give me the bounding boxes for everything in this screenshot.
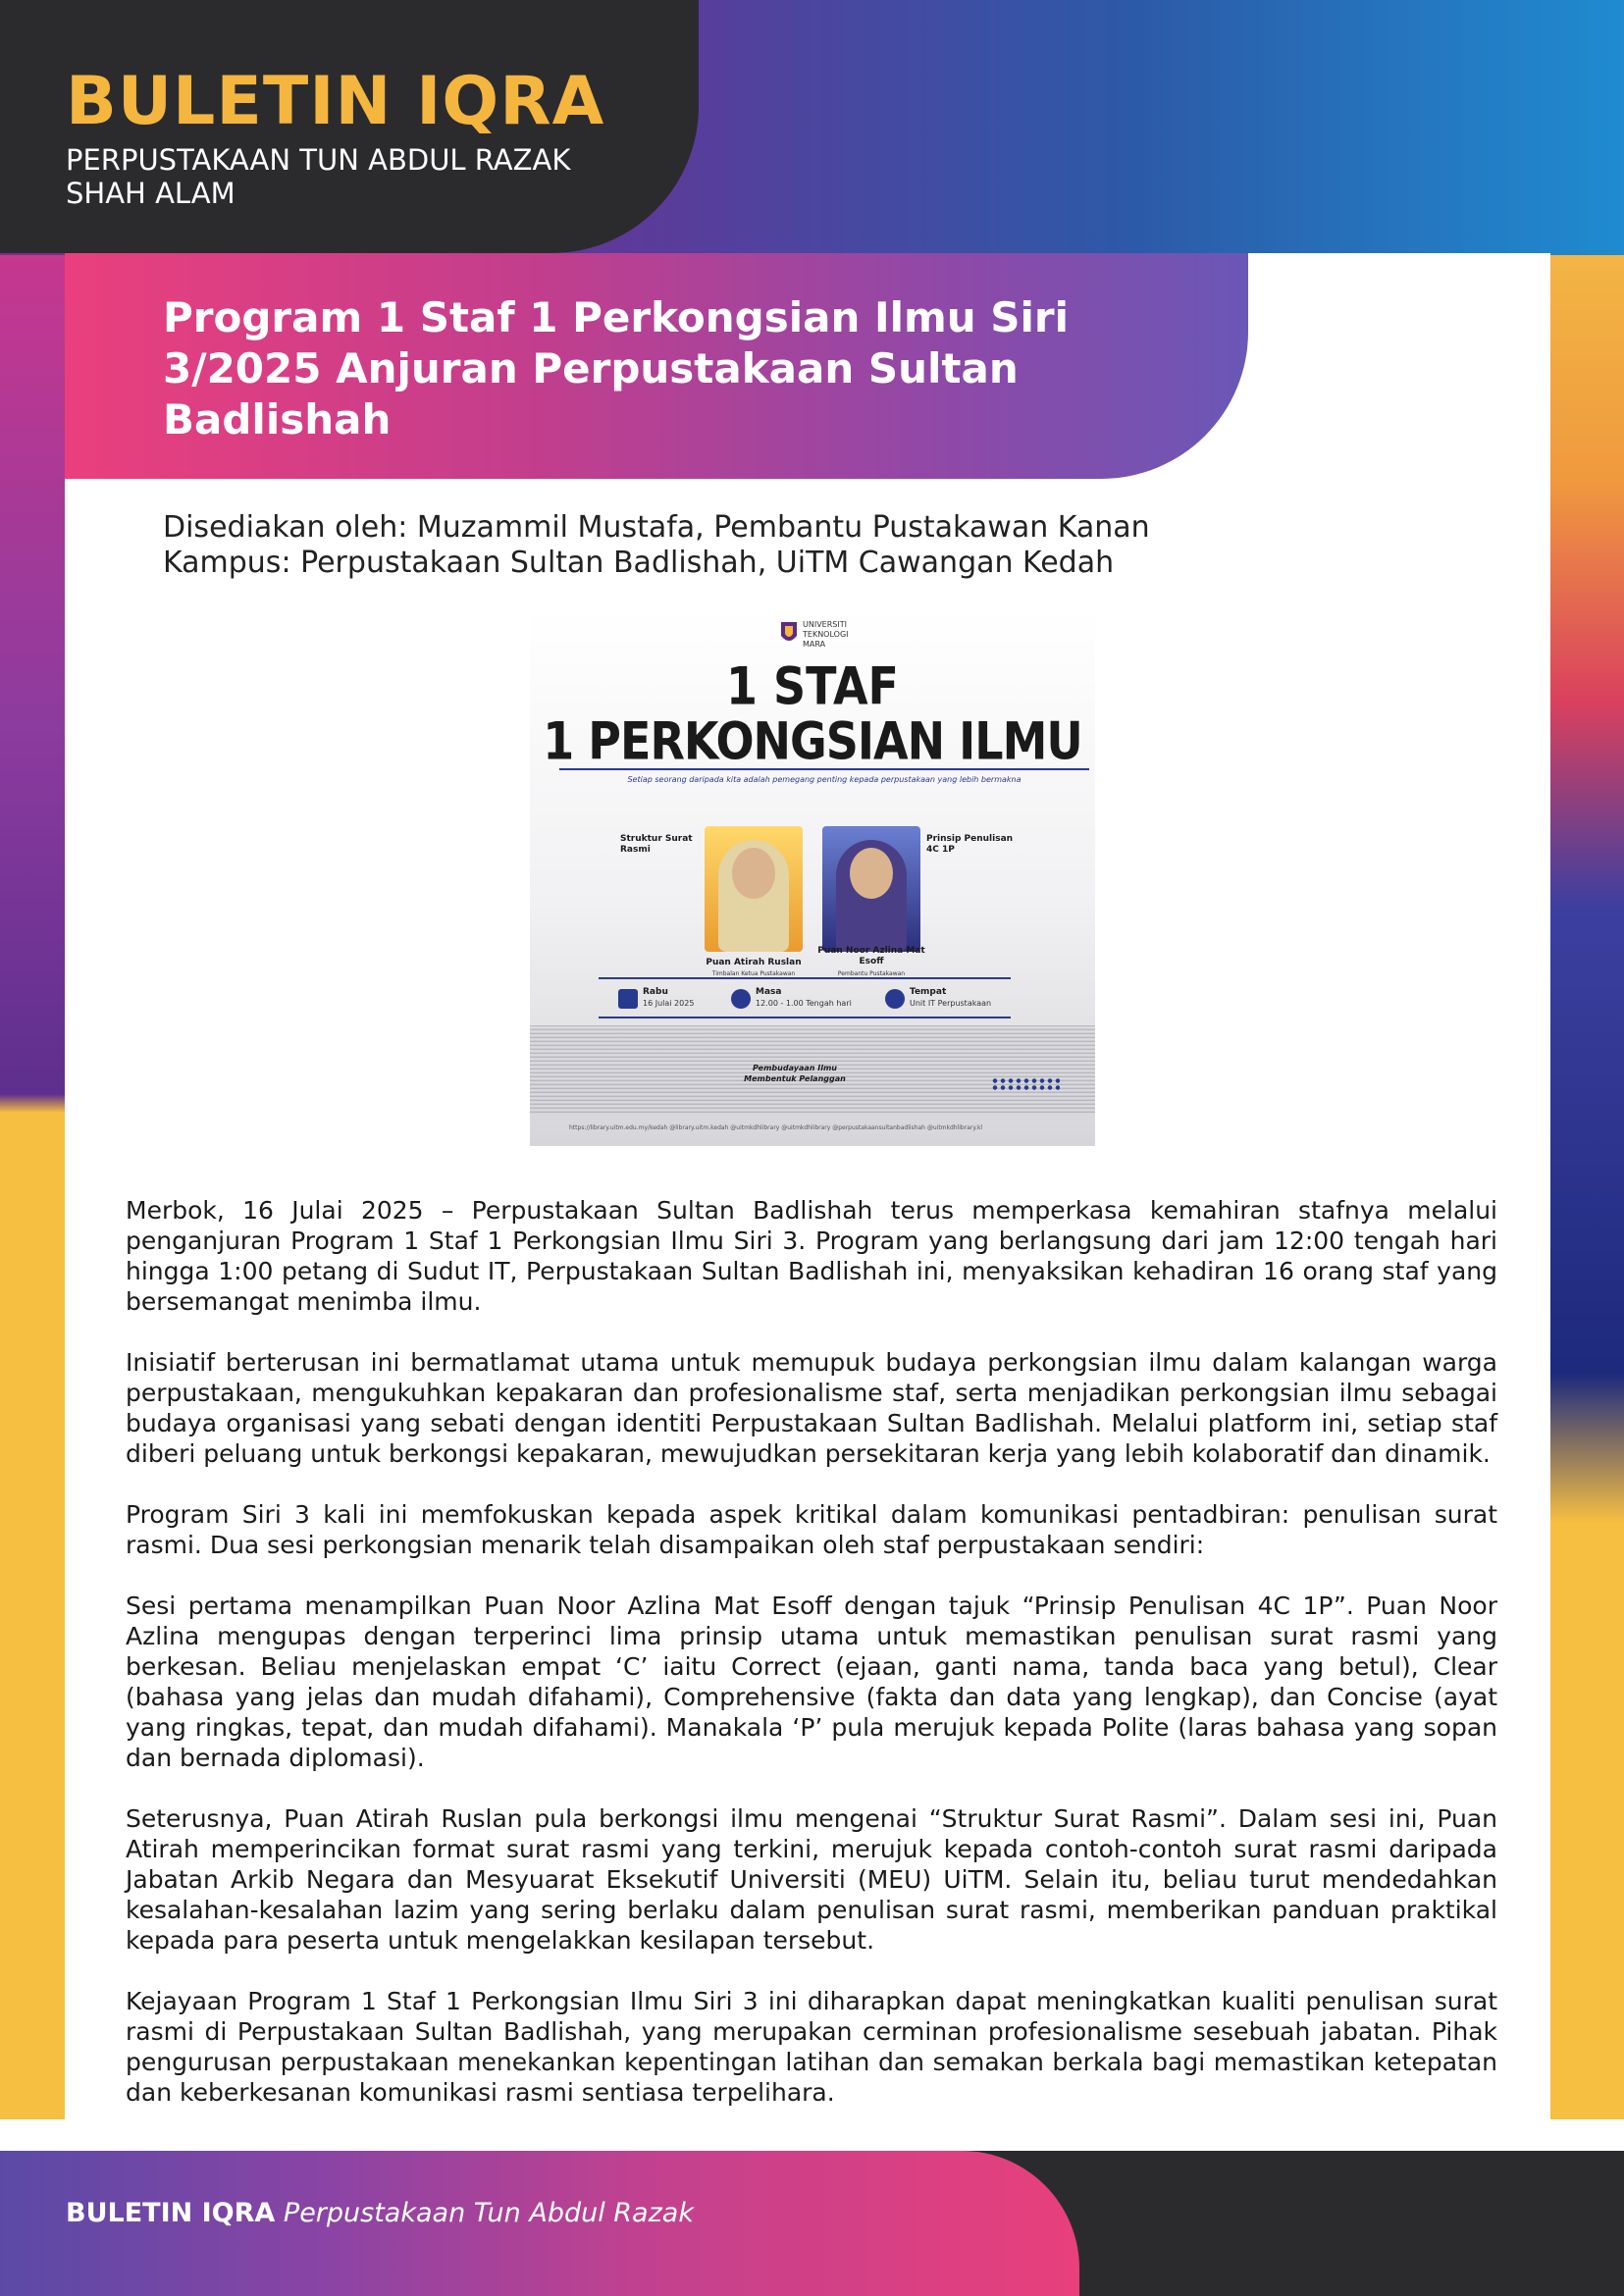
location-icon <box>885 989 905 1009</box>
article-paragraph: Merbok, 16 Julai 2025 – Perpustakaan Sultan Badlishah terus memperkasa kemahiran stafnya melalui penganjuran Program 1 Staf 1 Perkongsian Ilmu Siri 3. Program yang berlangsung dari jam 12:00 tengah hari hingga 1:00 petang di Sudut IT, Perpustakaan Sultan Badlishah ini, menyaksikan kehadiran 16 orang staf yang bersemangat menimba ilmu. <box>126 1196 1497 1316</box>
right-decor-band <box>1545 255 1624 2119</box>
poster-dot-pattern <box>991 1077 1060 1091</box>
speaker-right-role: Pembantu Pustakawan <box>837 970 906 977</box>
article-paragraph: Seterusnya, Puan Atirah Ruslan pula berkongsi ilmu mengenai “Struktur Surat Rasmi”. Dalam sesi ini, Puan Atirah memperincikan format surat rasmi yang terkini, merujuk kepada contoh-contoh surat rasmi daripada Jabatan Arkib Negara dan Mesyuarat Eksekutif Universiti (MEU) UiTM. Selain itu, beliau turut mendedahkan kesalahan-kesalahan lazim yang sering berlaku dalam penulisan surat rasmi, memberikan panduan praktikal kepada para peserta untuk mengelakkan kesilapan tersebut. <box>126 1804 1497 1955</box>
article-paragraph: Inisiatif berterusan ini bermatlamat utama untuk memupuk budaya perkongsian ilmu dalam kalangan warga perpustakaan, mengukuhkan kepakaran dan profesionalisme staf, serta menjadikan perkongsian ilmu sebagai budaya organisasi yang sebati dengan identiti Perpustakaan Sultan Badlishah. Melalui platform ini, setiap staf diberi peluang untuk berkongsi kepakaran, mewujudkan persekitaran kerja yang lebih kolaboratif dan dinamik. <box>126 1348 1497 1468</box>
speaker-left-role: Timbalan Ketua Pustakawan <box>711 970 796 977</box>
event-poster <box>530 608 1095 1146</box>
footer <box>66 2198 694 2228</box>
poster-time-label: Masa <box>756 987 782 997</box>
poster-date: 16 Julai 2025 <box>643 999 695 1008</box>
masthead-subtitle: PERPUSTAKAAN TUN ABDUL RAZAK SHAH ALAM <box>66 143 571 210</box>
poster-title-line-2: 1 PERKONGSIAN ILMU <box>543 709 1082 772</box>
speaker-photo-left <box>705 826 803 952</box>
poster-tagline-rule <box>559 768 1089 774</box>
footer-brand: BULETIN IQRA <box>66 2198 276 2228</box>
poster-time: 12.00 - 1.00 Tengah hari <box>756 999 852 1008</box>
poster-topic-left: Struktur Surat Rasmi <box>620 834 693 855</box>
clock-icon <box>731 989 751 1009</box>
masthead-title: BULETIN IQRA <box>66 63 605 140</box>
byline-author: Disediakan oleh: Muzammil Mustafa, Pembantu Pustakawan Kanan <box>163 510 1150 545</box>
poster-place-label: Tempat <box>910 987 947 997</box>
speaker-right-name: Puan Noor Azlina Mat Esoff <box>817 946 925 966</box>
poster-place: Unit IT Perpustakaan <box>910 999 992 1008</box>
calendar-icon <box>618 989 638 1009</box>
poster-day-label: Rabu <box>643 987 668 997</box>
article-paragraph: Sesi pertama menampilkan Puan Noor Azlina Mat Esoff dengan tajuk “Prinsip Penulisan 4C 1P”. Puan Noor Azlina mengupas dengan terperinci lima prinsip utama untuk memastikan penulisan surat rasmi yang berkesan. Beliau menjelaskan empat ‘C’ iaitu Correct (ejaan, ganti nama, tanda baca yang betul), Clear (bahasa yang jelas dan mudah difahami), Comprehensive (fakta dan data yang lengkap), dan Concise (ayat yang ringkas, tepat, dan mudah difahami). Manakala ‘P’ pula merujuk kepada Polite (laras bahasa yang sopan dan bernada diplomasi). <box>126 1592 1497 1772</box>
poster-topic-right: Prinsip Penulisan 4C 1P <box>926 834 1014 855</box>
speaker-photo-right <box>822 826 920 952</box>
poster-tagline: Setiap seorang daripada kita adalah pemegang penting kepada perpustakaan yang lebih bermakna <box>627 775 1022 784</box>
article-body <box>126 1195 1497 2138</box>
article-paragraph: Kejayaan Program 1 Staf 1 Perkongsian Ilmu Siri 3 ini diharapkan dapat meningkatkan kualiti penulisan surat rasmi di Perpustakaan Sultan Badlishah, yang merupakan cerminan profesionalisme sesebuah jabatan. Pihak pengurusan perpustakaan menekankan kepentingan latihan dan semakan berkala bagi memastikan ketepatan dan keberkesanan komunikasi rasmi sentiasa terpelihara. <box>126 1987 1497 2107</box>
poster-social-links: https://library.uitm.edu.my/kedah @library.uitm.kedah @uitmkdhlibrary @uitmkdhlibrary @perpustakaansultanbadlishah @uitmkdhlibrary.kl <box>569 1124 983 1131</box>
masthead <box>0 0 699 253</box>
footer-tagline: Perpustakaan Tun Abdul Razak <box>283 2198 694 2228</box>
byline-campus: Kampus: Perpustakaan Sultan Badlishah, UiTM Cawangan Kedah <box>163 546 1115 580</box>
poster-rule-top <box>599 977 1011 979</box>
poster-logo-text: UNIVERSITI TEKNOLOGI MARA <box>803 620 849 649</box>
byline <box>163 510 1439 581</box>
headline-band <box>65 253 1248 479</box>
article-paragraph: Program Siri 3 kali ini memfokuskan kepada aspek kritikal dalam komunikasi pentadbiran: penulisan surat rasmi. Dua sesi perkongsian menarik telah disampaikan oleh staf perpustakaan sendiri: <box>126 1500 1497 1559</box>
article-headline: Program 1 Staf 1 Perkongsian Ilmu Siri 3/2025 Anjuran Perpustakaan Sultan Badlishah <box>163 293 1070 444</box>
left-decor-band <box>0 255 69 2119</box>
poster-title-line-1: 1 STAF <box>726 654 899 717</box>
poster-rule-bottom <box>599 1017 1011 1018</box>
speaker-left-name: Puan Atirah Ruslan <box>706 958 802 967</box>
poster-slogan: Pembudayaan Ilmu Membentuk Pelanggan <box>744 1064 846 1083</box>
